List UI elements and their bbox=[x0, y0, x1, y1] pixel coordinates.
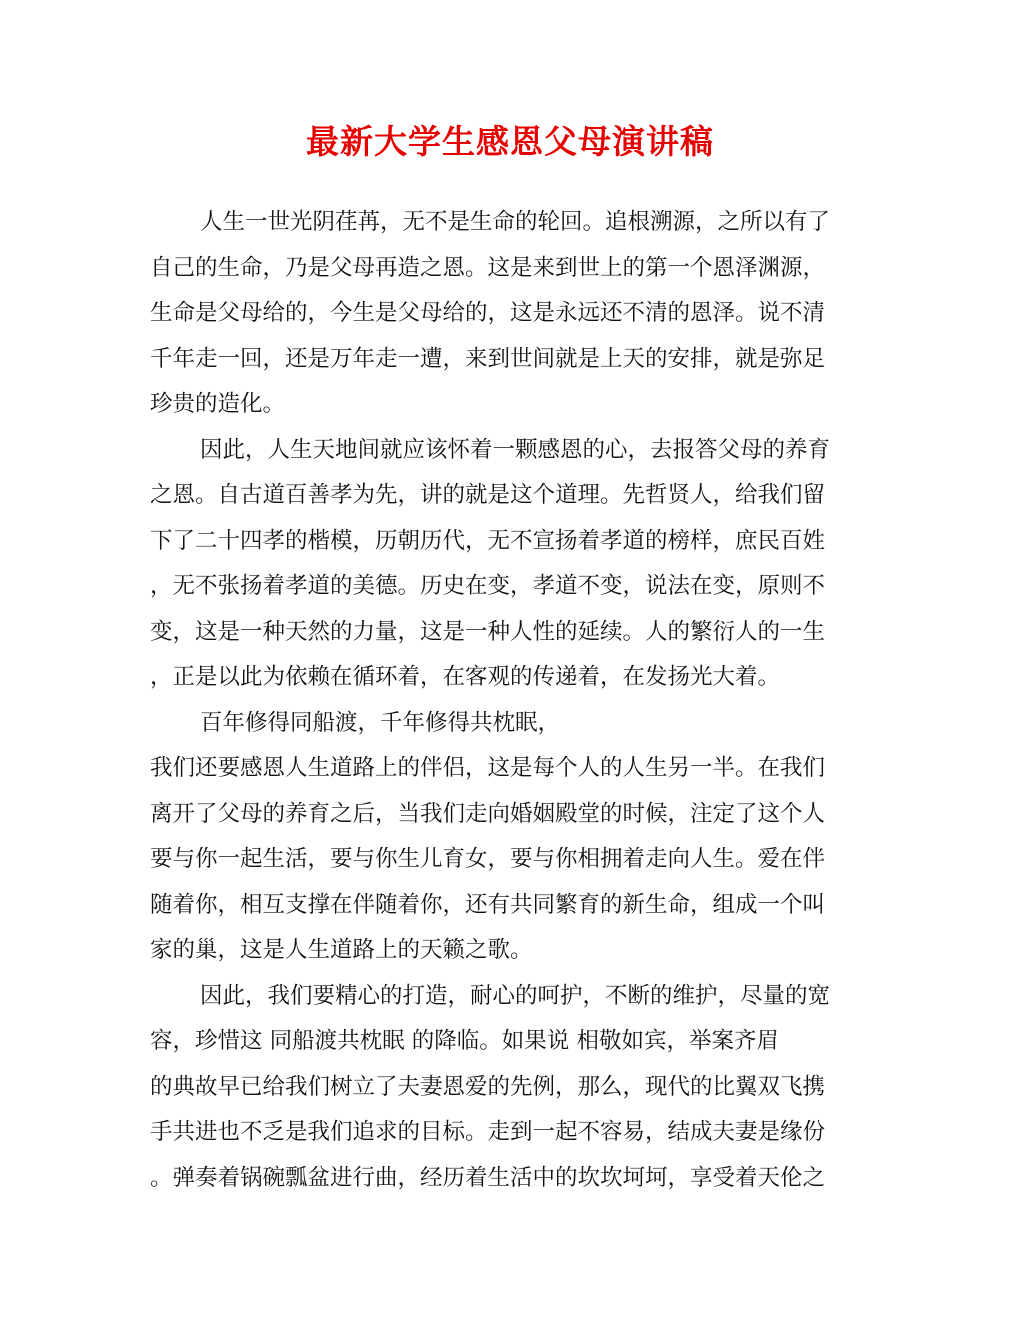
text-line: ，正是以此为依赖在循环着，在客观的传递着，在发扬光大着。 bbox=[150, 664, 781, 690]
text-line: 自己的生命，乃是父母再造之恩。这是来到世上的第一个恩泽渊源， bbox=[150, 254, 826, 281]
body-text bbox=[150, 200, 850, 1201]
text-line: 手共进也不乏是我们追求的目标。走到一起不容易，结成夫妻是缘份 bbox=[150, 1119, 826, 1145]
text-line: 随着你，相互支撑在伴随着你，还有共同繁育的新生命，组成一个叫 bbox=[150, 891, 826, 918]
text-line: 人生一世光阴荏苒，无不是生命的轮回。追根溯源，之所以有了 bbox=[200, 209, 831, 235]
text-line: 变，这是一种天然的力量，这是一种人性的延续。人的繁衍人的一生 bbox=[150, 618, 826, 645]
text-line: 百年修得同船渡，千年修得共枕眠， bbox=[200, 709, 561, 736]
text-line: 千年走一回，还是万年走一遭，来到世间就是上天的安排，就是弥足 bbox=[150, 345, 826, 372]
text-line: 离开了父母的养育之后，当我们走向婚姻殿堂的时候，注定了这个人 bbox=[150, 800, 826, 827]
text-line: 因此，我们要精心的打造，耐心的呵护，不断的维护，尽量的宽 bbox=[200, 982, 831, 1009]
text-line: 家的巢，这是人生道路上的天籁之歌。 bbox=[150, 937, 533, 963]
text-line: 容，珍惜这 同船渡共枕眠 的降临。如果说 相敬如宾，举案齐眉 bbox=[150, 1028, 779, 1054]
text-line: 我们还要感恩人生道路上的伴侣，这是每个人的人生另一半。在我们 bbox=[150, 755, 826, 781]
text-line: 生命是父母给的，今生是父母给的，这是永远还不清的恩泽。说不清 bbox=[150, 300, 826, 326]
text-line: 要与你一起生活，要与你生儿育女，要与你相拥着走向人生。爱在伴 bbox=[150, 846, 826, 872]
text-line: 。弹奏着锅碗瓢盆进行曲，经历着生活中的坎坎坷坷，享受着天伦之 bbox=[150, 1164, 826, 1191]
text-line: 下了二十四孝的楷模，历朝历代，无不宣扬着孝道的榜样，庶民百姓 bbox=[150, 527, 826, 554]
text-line: 之恩。自古道百善孝为先，讲的就是这个道理。先哲贤人，给我们留 bbox=[150, 482, 826, 508]
text-line: 的典故早已给我们树立了夫妻恩爱的先例，那么，现代的比翼双飞携 bbox=[150, 1073, 826, 1100]
page-title: 最新大学生感恩父母演讲稿 bbox=[306, 122, 714, 161]
text-line: ，无不张扬着孝道的美德。历史在变，孝道不变，说法在变，原则不 bbox=[150, 573, 826, 599]
text-line: 珍贵的造化。 bbox=[150, 391, 286, 417]
text-line: 因此，人生天地间就应该怀着一颗感恩的心，去报答父母的养育 bbox=[200, 436, 831, 463]
